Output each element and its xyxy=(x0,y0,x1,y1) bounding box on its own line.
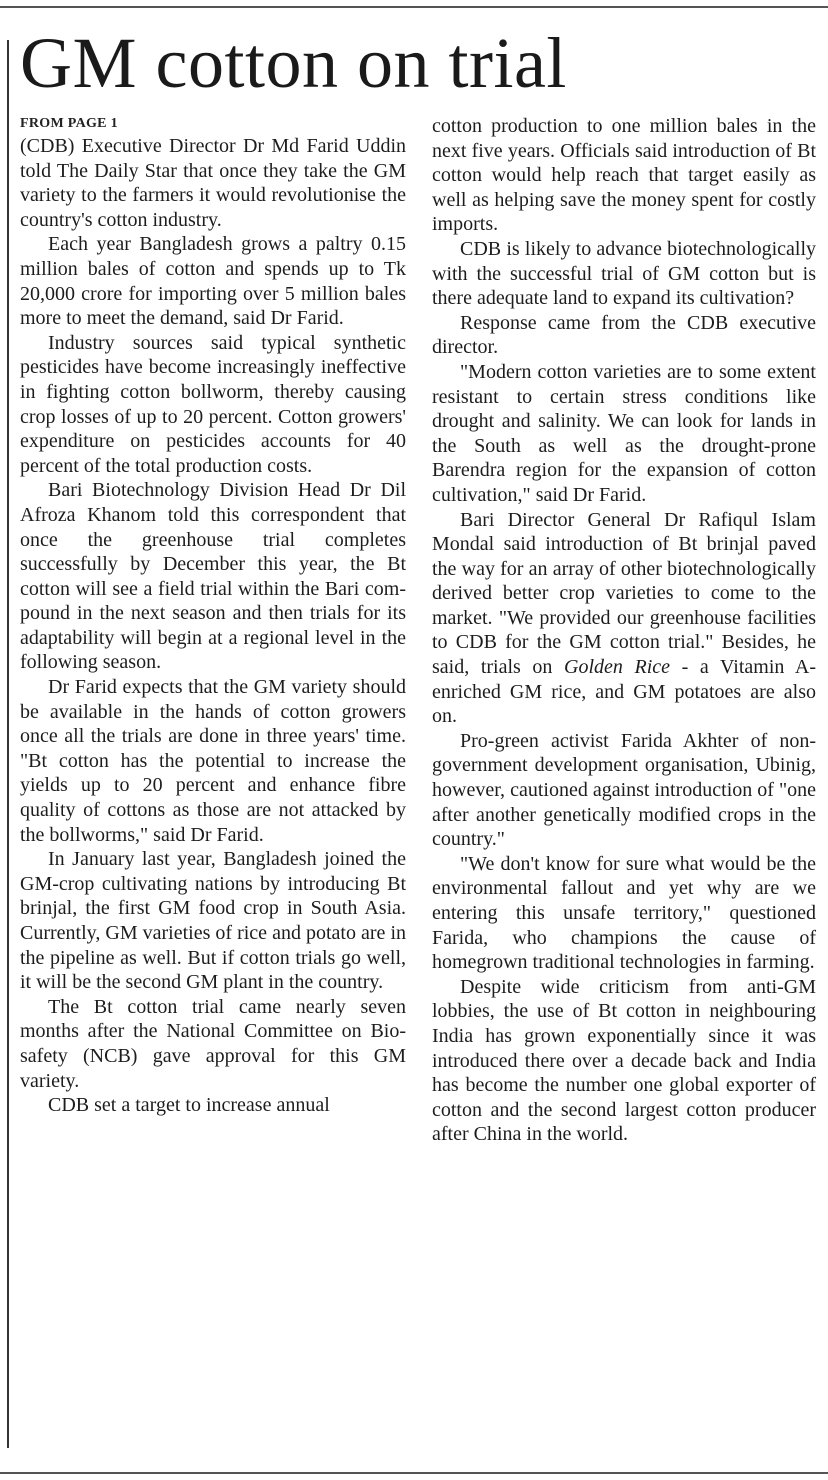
bottom-rule xyxy=(0,1472,828,1474)
paragraph: cotton production to one million bales in the next five years. Officials said introduction of Bt cotton would help reach that target easily as well as helping save the money spent for costly imports. xyxy=(432,115,816,236)
paragraph: In January last year, Bangladesh joined the GM-crop cultivating nations by introducing Bt brinjal, the first GM food crop in South Asia. Currently, GM varieties of rice and potato are in the pipeline as well. But if cotton trials go well, it will be the second GM plant in the country. xyxy=(20,848,406,994)
paragraph: Each year Bangladesh grows a paltry 0.15 million bales of cotton and spends up to Tk 20,000 crore for importing over 5 million bales more to meet the demand, said Dr Farid. xyxy=(20,233,406,330)
paragraph: Industry sources said typical synthetic pesticides have become increasingly ineffective in fighting cotton bollworm, thereby causing crop losses of up to 20 percent. Cotton growers' expenditure on pesticides accounts for 40 percent of the total production costs. xyxy=(20,331,406,477)
kicker: FROM PAGE 1 xyxy=(20,116,118,131)
paragraph: Despite wide criticism from anti-GM lobbies, the use of Bt cotton in neighbouring India has grown exponentially since it was introduced there over a decade back and India has become the number one global exporter of cotton and the second largest cotton producer after China in the world. xyxy=(432,975,816,1146)
paragraph: (CDB) Executive Director Dr Md Farid Uddin told The Daily Star that once they take the GM variety to the farmers it would revolutionise the country's cotton industry. xyxy=(20,135,406,231)
paragraph: CDB is likely to advance biotechnologically with the successful trial of GM cotton but is there adequate land to expand its cultivation? xyxy=(432,237,816,310)
left-column-rule xyxy=(7,40,9,1448)
paragraph xyxy=(432,508,816,729)
paragraph: Dr Farid expects that the GM variety should be available in the hands of cotton growers once all the trials are done in three years' time. "Bt cotton has the potential to increase the yields up to 20 percent and enhance fibre quality of cottons as those are not attacked by the bollworms," said Dr Farid. xyxy=(20,676,406,846)
left-column xyxy=(20,114,406,1118)
headline: GM cotton on trial xyxy=(20,23,567,103)
paragraph: Bari Biotechnology Division Head Dr Dil Afroza Khanom told this correspondent that once the greenhouse trial completes successfully by December this year, the Bt cotton will see a field trial within the Bari compound in the next season and then trials for its adaptability will begin at a regional level in the following season. xyxy=(20,479,406,674)
paragraph: Pro-green activist Farida Akhter of non-government development organisation, Ubinig, however, cautioned against introduction of "one after another genetically modified crops in the country." xyxy=(432,729,816,851)
paragraph-text: - a Vitamin A-enriched GM rice, and GM potatoes are also on. xyxy=(432,656,816,728)
paragraph: "Modern cotton varieties are to some extent resistant to certain stress conditions like drought and salinity. We can look for lands in the South as well as the drought-prone Barendra region for the expansion of cotton cultivation," said Dr Farid. xyxy=(432,360,816,506)
right-column xyxy=(432,114,816,1147)
top-rule xyxy=(0,6,828,8)
paragraph: "We don't know for sure what would be the environmental fallout and yet why are we entering this unsafe territory," questioned Farida, who champions the cause of homegrown traditional technologies in farming. xyxy=(432,852,816,974)
paragraph: Response came from the CDB executive director. xyxy=(432,311,816,359)
paragraph: CDB set a target to increase annual xyxy=(48,1094,330,1117)
paragraph: The Bt cotton trial came nearly seven months after the National Committee on Bio-safety (NCB) gave approval for this GM variety. xyxy=(20,995,406,1092)
italic-crop-name: Golden Rice xyxy=(564,656,671,679)
paragraph-text: Bari Director General Dr Rafiqul Islam Mondal said introduction of Bt brinjal paved the way for an array of other biotechnologically derived better crop varieties to come to the market. "We provided our greenhouse facilities to CDB for the GM cotton trial." Besides, he said, trials on xyxy=(432,508,816,679)
